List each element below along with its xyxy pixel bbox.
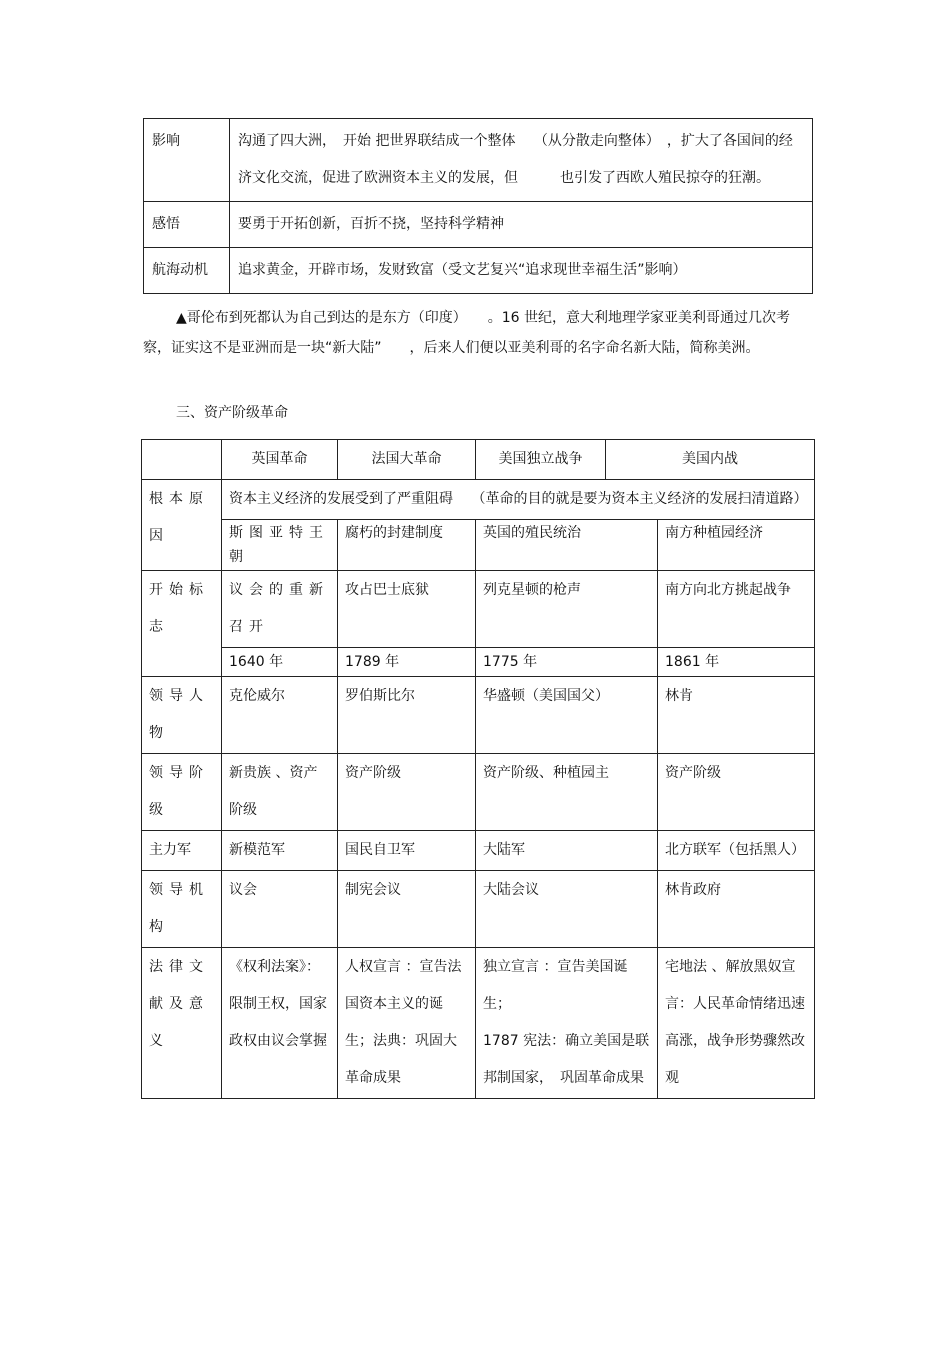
header-corner [142, 440, 222, 480]
header-english: 英国革命 [222, 440, 338, 480]
cell: 斯图亚特王朝 [222, 520, 338, 571]
section-heading: 三、资产阶级革命 [176, 405, 288, 421]
row-content: 沟通了四大洲， 开始 把世界联结成一个整体 （从分散走向整体） ，扩大了各国间的经济文化交流，促进了欧洲资本主义的发展，但 也引发了西欧人殖民掠夺的狂潮。 [230, 119, 813, 202]
cell: 国民自卫军 [338, 831, 476, 871]
cell: 克伦威尔 [222, 677, 338, 754]
cell: 新贵族 、资产阶级 [222, 754, 338, 831]
row-label: 感悟 [144, 202, 230, 248]
impact-table [143, 118, 813, 294]
header-civil-war: 美国内战 [606, 440, 815, 480]
cell: 英国的殖民统治 [476, 520, 658, 571]
root-cause-summary: 资本主义经济的发展受到了严重阻碍 （革命的目的就是要为资本主义经济的发展扫清道路） [222, 480, 815, 520]
table-row [142, 948, 815, 1099]
table-row [142, 520, 815, 571]
header-french: 法国大革命 [338, 440, 476, 480]
row-label: 根本原因 [142, 480, 222, 571]
row-label: 领导阶级 [142, 754, 222, 831]
cell: 人权宣言 ：宣告法国资本主义的诞生；法典：巩固大革命成果 [338, 948, 476, 1099]
cell: 资产阶级、种植园主 [476, 754, 658, 831]
cell: 林肯政府 [658, 871, 815, 948]
row-label: 主力军 [142, 831, 222, 871]
year-cell: 1861 年 [658, 648, 815, 677]
cell: 列克星顿的枪声 [476, 571, 658, 648]
cell: 北方联军（包括黑人） [658, 831, 815, 871]
cell: 南方向北方挑起战争 [658, 571, 815, 648]
cell: 议会的重新召开 [222, 571, 338, 648]
cell-line: 独立宣言 ：宣告美国诞生； [483, 959, 628, 1012]
cell: 大陆会议 [476, 871, 658, 948]
table-row [144, 248, 813, 294]
cell: 腐朽的封建制度 [338, 520, 476, 571]
year-cell: 1640 年 [222, 648, 338, 677]
columbus-note: ▲哥伦布到死都认为自己到达的是东方（印度） 。16 世纪，意大利地理学家亚美利哥通过几次考察，证实这不是亚洲而是一块“新大陆” ，后来人们便以亚美利哥的名字命名新大陆，简称美洲。 [143, 310, 791, 356]
table-header-row [142, 440, 815, 480]
cell: 宅地法 、解放黑奴宣言：人民革命情绪迅速高涨，战争形势骤然改观 [658, 948, 815, 1099]
table-row [142, 754, 815, 831]
table-row [142, 677, 815, 754]
cell: 制宪会议 [338, 871, 476, 948]
cell: 议会 [222, 871, 338, 948]
cell: 罗伯斯比尔 [338, 677, 476, 754]
table-row [142, 480, 815, 520]
table-row [142, 648, 815, 677]
row-label: 影响 [144, 119, 230, 202]
cell: 资产阶级 [658, 754, 815, 831]
cell: 林肯 [658, 677, 815, 754]
row-label: 领导人物 [142, 677, 222, 754]
cell: 华盛顿（美国国父） [476, 677, 658, 754]
cell: 南方种植园经济 [658, 520, 815, 571]
row-label: 法律文献及意义 [142, 948, 222, 1099]
table-row [144, 202, 813, 248]
table-row [142, 831, 815, 871]
year-cell: 1775 年 [476, 648, 658, 677]
cell: 新模范军 [222, 831, 338, 871]
row-content: 追求黄金，开辟市场，发财致富（受文艺复兴“追求现世幸福生活”影响） [230, 248, 813, 294]
row-label: 开始标志 [142, 571, 222, 677]
cell [476, 948, 658, 1099]
cell: 资产阶级 [338, 754, 476, 831]
cell: 攻占巴士底狱 [338, 571, 476, 648]
table-row [142, 871, 815, 948]
header-american-independence: 美国独立战争 [476, 440, 606, 480]
cell: 大陆军 [476, 831, 658, 871]
cell-line: 1787 宪法：确立美国是联邦制国家， 巩固革命成果 [483, 1033, 650, 1086]
revolution-table [141, 439, 815, 1099]
row-label: 航海动机 [144, 248, 230, 294]
table-row [144, 119, 813, 202]
cell: 《权利法案》：限制王权，国家政权由议会掌握 [222, 948, 338, 1099]
row-label: 领导机构 [142, 871, 222, 948]
table-row [142, 571, 815, 648]
row-content: 要勇于开拓创新，百折不挠，坚持科学精神 [230, 202, 813, 248]
year-cell: 1789 年 [338, 648, 476, 677]
